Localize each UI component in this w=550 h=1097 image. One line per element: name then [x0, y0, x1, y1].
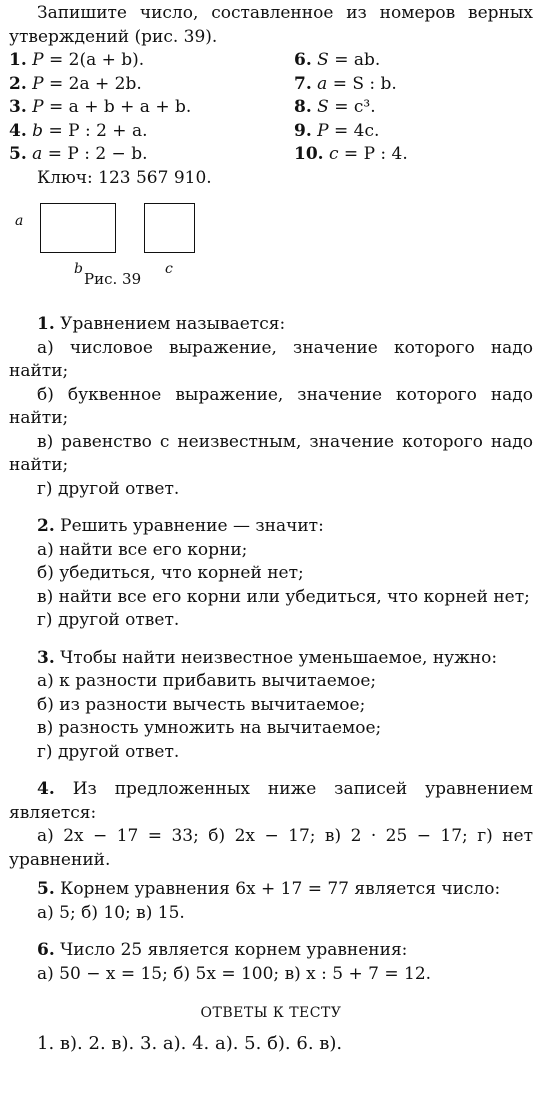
option: а) к разности прибавить вычитаемое; [37, 671, 377, 691]
option: б) из разности вычесть вычитаемое; [37, 694, 366, 715]
statement-6: 6. S = ab. [294, 50, 381, 70]
statement-2: 2. P = 2a + 2b. [9, 73, 142, 94]
option: б) буквенное выражение, значение которого надо найти; [9, 384, 533, 428]
option: в) разность умножить на вычитаемое; [37, 718, 382, 738]
answers-title: ОТВЕТЫ К ТЕСТУ [200, 1005, 342, 1021]
option: в) найти все его корни или убедиться, что корней нет; [37, 586, 530, 607]
intro-text: Запишите число, составленное из номеров верных утверждений (рис. 39). [9, 3, 533, 47]
option: а) числовое выражение, значение которого надо найти; [9, 337, 533, 381]
label-c: c [165, 261, 173, 277]
statement-3: 3. P = a + b + a + b. [9, 97, 192, 117]
statement-10: 10. c = P : 4. [294, 144, 408, 164]
option: а) 2x − 17 = 33; б) 2x − 17; в) 2 · 25 − 17; г) нет уравнений. [9, 826, 533, 870]
statements-grid [9, 49, 533, 167]
question-5: 5. Корнем уравнения 6x + 17 = 77 является число: а) 5; б) 10; в) 15. [9, 878, 533, 925]
option: г) другой ответ. [37, 610, 180, 630]
option: а) 50 − x = 15; б) 5x = 100; в) x : 5 + 7 = 12. [37, 963, 432, 984]
statement-5: 5. a = P : 2 − b. [9, 144, 148, 164]
question-2: 2. Решить уравнение — значит: а) найти все его корни; б) убедиться, что корней нет; в) найти все его корни или убедиться, что корней нет; г) другой ответ. [9, 515, 533, 633]
statement-4: 4. b = P : 2 + a. [9, 120, 148, 141]
option: г) другой ответ. [37, 741, 180, 762]
statement-9: 9. P = 4c. [294, 120, 380, 141]
answer-key: Ключ: 123 567 910. [37, 167, 212, 188]
question-6: 6. Число 25 является корнем уравнения: а) 50 − x = 15; б) 5x = 100; в) x : 5 + 7 = 12. [9, 939, 533, 986]
square-shape [144, 203, 195, 253]
figure-caption: Рис. 39 [84, 270, 142, 288]
option: в) равенство с неизвестным, значение которого надо найти; [9, 431, 533, 475]
figure-39 [9, 190, 533, 295]
label-b: b [74, 261, 83, 277]
option: а) 5; б) 10; в) 15. [37, 902, 185, 923]
option: б) убедиться, что корней нет; [37, 563, 304, 583]
statement-7: 7. a = S : b. [294, 73, 397, 94]
statement-1: 1. P = 2(a + b). [9, 50, 145, 70]
statement-8: 8. S = c³. [294, 97, 376, 117]
page [9, 0, 533, 1055]
answers-line: 1. в). 2. в). 3. а). 4. а). 5. б). 6. в). [37, 1032, 343, 1054]
question-1: 1. Уравнением называется: а) числовое выражение, значение которого надо найти; б) буквенное выражение, значение которого надо найти; в) равенство с неизвестным, значение которого надо найти; г) другой ответ. [9, 313, 533, 501]
option: г) другой ответ. [37, 478, 180, 499]
question-3: 3. Чтобы найти неизвестное уменьшаемое, нужно: а) к разности прибавить вычитаемое; б) из разности вычесть вычитаемое; в) разность умножить на вычитаемое; г) другой ответ. [9, 647, 533, 765]
label-a: a [15, 213, 24, 229]
rectangle-shape [40, 203, 116, 253]
question-4: 4. Из предложенных ниже записей уравнением является: а) 2x − 17 = 33; б) 2x − 17; в) 2 · 25 − 17; г) нет уравнений. [9, 778, 533, 872]
option: а) найти все его корни; [37, 539, 248, 560]
